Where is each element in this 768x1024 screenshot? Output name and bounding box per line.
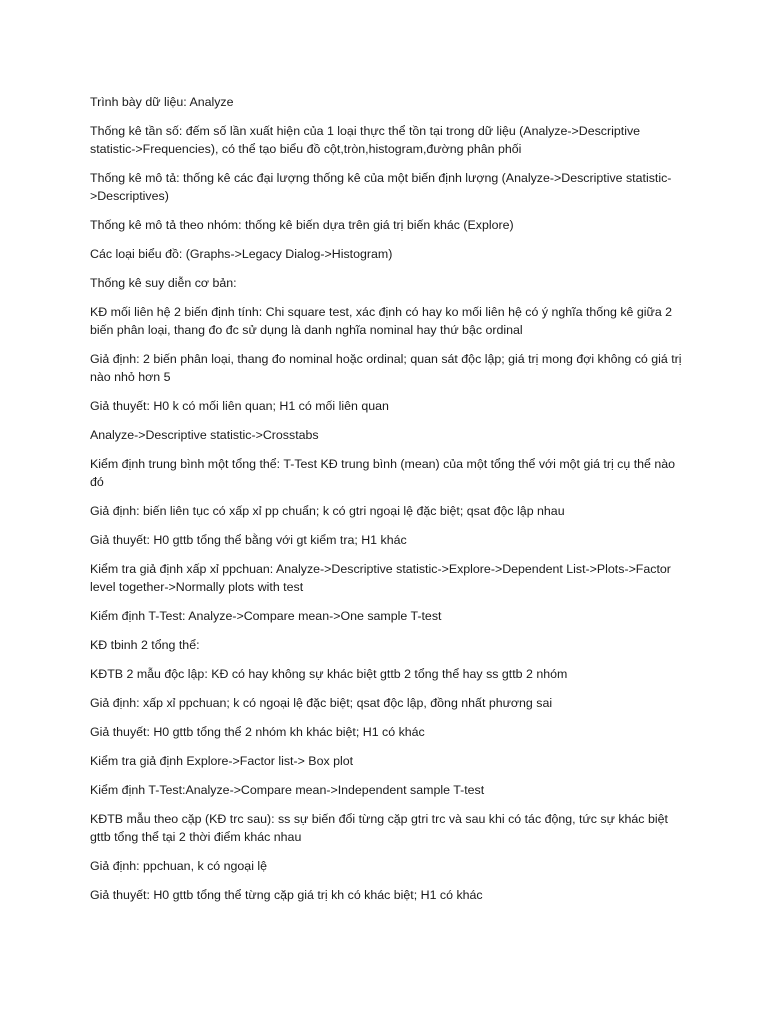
paragraph-2: Thống kê tần số: đếm số lần xuất hiện của 1 loại thực thể tồn tại trong dữ liệu (Analyze->Descriptive statistic->Frequencies), có thể tạo biểu đồ cột,tròn,histogram,đường phân phối <box>90 124 641 156</box>
paragraph-12: Giả định: biến liên tục có xấp xỉ pp chuẩn; k có gtri ngoại lệ đặc biệt; qsat độc lập nhau <box>90 504 565 518</box>
paragraph-7: KĐ mối liên hệ 2 biến định tính: Chi square test, xác định có hay ko mối liên hệ có ý nghĩa thống kê giữa 2 biến phân loại, thang đo đc sử dụng là danh nghĩa nominal hay thứ bậc ordinal <box>90 305 673 337</box>
paragraph-24: Giả thuyết: H0 gttb tổng thể từng cặp giá trị kh có khác biệt; H1 có khác <box>90 888 483 902</box>
paragraph-1: Trình bày dữ liệu: Analyze <box>90 95 234 109</box>
paragraph-20: Kiểm tra giả định Explore->Factor list-> Box plot <box>90 754 354 768</box>
paragraph-14: Kiểm tra giả định xấp xỉ ppchuan: Analyze->Descriptive statistic->Explore->Dependent List->Plots->Factor level together->Normally plots with test <box>90 562 671 594</box>
paragraph-23: Giả định: ppchuan, k có ngoại lệ <box>90 859 268 873</box>
paragraph-15: Kiểm định T-Test: Analyze->Compare mean->One sample T-test <box>90 609 442 623</box>
paragraph-10: Analyze->Descriptive statistic->Crosstabs <box>90 428 319 442</box>
paragraph-19: Giả thuyết: H0 gttb tổng thể 2 nhóm kh khác biệt; H1 có khác <box>90 725 425 739</box>
paragraph-17: KĐTB 2 mẫu độc lập: KĐ có hay không sự khác biệt gttb 2 tổng thể hay ss gttb 2 nhóm <box>90 667 568 681</box>
paragraph-21: Kiểm định T-Test:Analyze->Compare mean->Independent sample T-test <box>90 783 485 797</box>
document-page <box>90 93 682 915</box>
paragraph-4: Thống kê mô tả theo nhóm: thống kê biến dựa trên giá trị biến khác (Explore) <box>90 218 514 232</box>
paragraph-13: Giả thuyết: H0 gttb tổng thể bằng với gt kiểm tra; H1 khác <box>90 533 407 547</box>
paragraph-16: KĐ tbinh 2 tổng thể: <box>90 638 200 652</box>
paragraph-11: Kiểm định trung bình một tổng thể: T-Test KĐ trung bình (mean) của một tổng thể với một giá trị cụ thể nào đó <box>90 457 676 489</box>
paragraph-18: Giả định: xấp xỉ ppchuan; k có ngoại lệ đặc biệt; qsat độc lập, đồng nhất phương sai <box>90 696 553 710</box>
paragraph-6: Thống kê suy diễn cơ bản: <box>90 276 237 290</box>
paragraph-3: Thống kê mô tả: thống kê các đại lượng thống kê của một biến định lượng (Analyze->Descriptive statistic->Descriptives) <box>90 171 672 203</box>
paragraph-22: KĐTB mẫu theo cặp (KĐ trc sau): ss sự biến đổi từng cặp gtri trc và sau khi có tác động, tức sự khác biệt gttb tổng thể tại 2 thời điểm khác nhau <box>90 812 668 844</box>
paragraph-8: Giả định: 2 biến phân loại, thang đo nominal hoặc ordinal; quan sát độc lập; giá trị mong đợi không có giá trị nào nhỏ hơn 5 <box>90 352 682 384</box>
paragraph-5: Các loại biểu đồ: (Graphs->Legacy Dialog->Histogram) <box>90 247 393 261</box>
paragraph-9: Giả thuyết: H0 k có mối liên quan; H1 có mối liên quan <box>90 399 389 413</box>
